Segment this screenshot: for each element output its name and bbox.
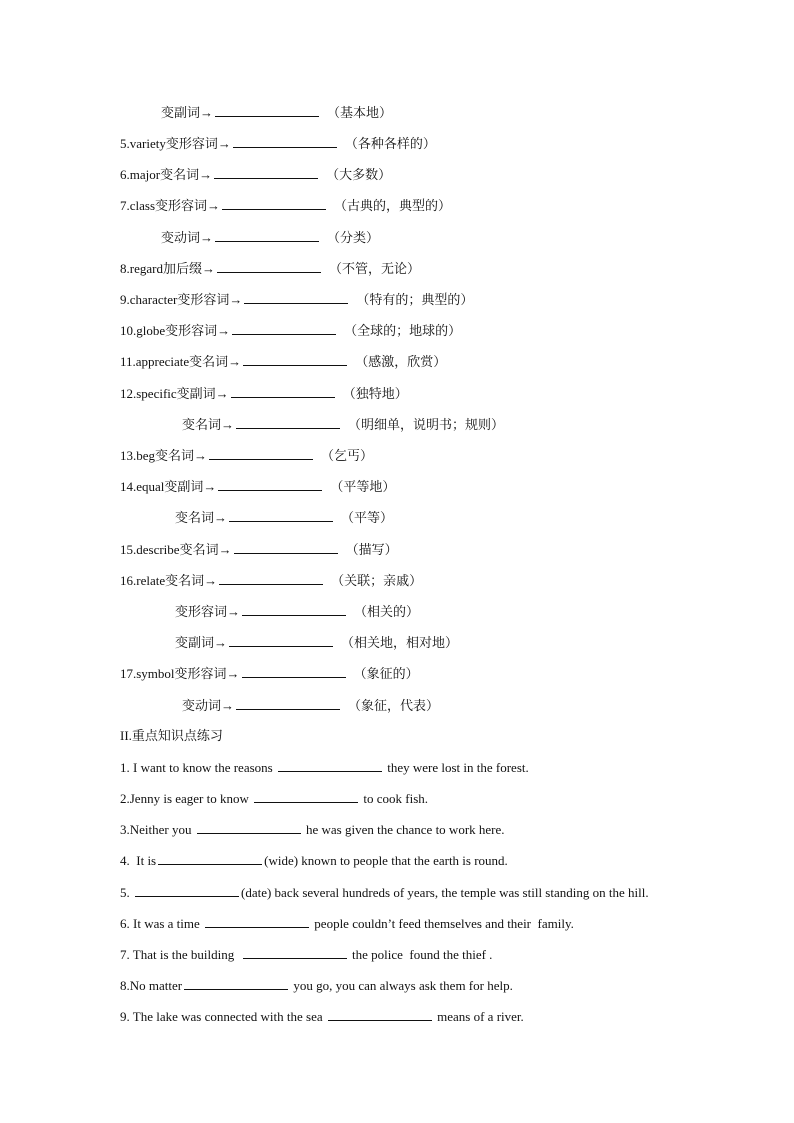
vocab-meaning: （描写） bbox=[345, 542, 398, 557]
vocab-prefix: 11.appreciate bbox=[120, 354, 190, 369]
answer-blank[interactable] bbox=[197, 820, 301, 834]
answer-blank[interactable] bbox=[242, 664, 346, 678]
vocab-label: 变形容词→ bbox=[177, 292, 243, 307]
vocab-line bbox=[120, 134, 436, 153]
answer-blank[interactable] bbox=[184, 976, 288, 990]
answer-blank[interactable] bbox=[243, 352, 347, 366]
vocab-line bbox=[182, 415, 504, 434]
vocab-prefix: 15.describe bbox=[120, 542, 180, 557]
answer-blank[interactable] bbox=[244, 290, 348, 304]
exercise-line bbox=[120, 789, 428, 808]
vocab-label: 变形容词→ bbox=[155, 198, 221, 213]
vocab-line bbox=[120, 290, 473, 309]
answer-blank[interactable] bbox=[278, 758, 382, 772]
vocab-label: 变形容词→ bbox=[175, 604, 241, 619]
answer-blank[interactable] bbox=[217, 259, 321, 273]
vocab-meaning: （平等） bbox=[341, 510, 394, 525]
vocab-label: 变名词→ bbox=[165, 573, 218, 588]
exercise-text-before: 3.Neither you bbox=[120, 822, 195, 837]
vocab-prefix: 12.specific bbox=[120, 386, 177, 401]
vocab-line bbox=[120, 352, 446, 371]
exercise-text-before: 9. The lake was connected with the sea bbox=[120, 1009, 326, 1024]
vocab-meaning: （大多数） bbox=[326, 167, 392, 182]
vocab-meaning: （特有的；典型的） bbox=[356, 292, 474, 307]
exercise-line bbox=[120, 883, 649, 902]
vocab-line bbox=[161, 228, 379, 247]
exercise-text-after: (wide) known to people that the earth is round. bbox=[264, 853, 508, 868]
vocab-line bbox=[175, 633, 458, 652]
answer-blank[interactable] bbox=[233, 134, 337, 148]
vocab-meaning: （感激，欣赏） bbox=[355, 354, 447, 369]
vocab-prefix: 13.beg bbox=[120, 448, 156, 463]
answer-blank[interactable] bbox=[236, 696, 340, 710]
vocab-line bbox=[120, 321, 461, 340]
exercise-text-before: 7. That is the building bbox=[120, 947, 241, 962]
vocab-label: 变形容词→ bbox=[165, 323, 231, 338]
answer-blank[interactable] bbox=[158, 851, 262, 865]
vocab-line bbox=[120, 540, 398, 559]
answer-blank[interactable] bbox=[218, 477, 322, 491]
vocab-label: 变副词→ bbox=[161, 105, 214, 120]
vocab-line bbox=[120, 165, 391, 184]
answer-blank[interactable] bbox=[234, 540, 338, 554]
exercise-text-after: you go, you can always ask them for help. bbox=[290, 978, 513, 993]
vocab-label: 变动词→ bbox=[161, 230, 214, 245]
exercise-text-after: people couldn’t feed themselves and their family. bbox=[311, 916, 574, 931]
exercise-text-before: 6. It was a time bbox=[120, 916, 204, 931]
vocab-label: 变副词→ bbox=[176, 386, 229, 401]
vocab-line bbox=[175, 508, 393, 527]
vocab-prefix: 6.major bbox=[120, 167, 161, 182]
answer-blank[interactable] bbox=[219, 571, 323, 585]
exercise-text-after: the police found the thief . bbox=[348, 947, 493, 962]
vocab-meaning: （古典的，典型的） bbox=[334, 198, 452, 213]
vocab-label: 变副词→ bbox=[175, 635, 228, 650]
vocab-line bbox=[120, 196, 451, 215]
vocab-prefix: 5.variety bbox=[120, 136, 166, 151]
vocab-label: 变名词→ bbox=[182, 417, 235, 432]
exercise-line bbox=[120, 758, 529, 777]
answer-blank[interactable] bbox=[232, 321, 336, 335]
answer-blank[interactable] bbox=[229, 508, 333, 522]
vocab-meaning: （象征的） bbox=[353, 666, 419, 681]
vocab-label: 变名词→ bbox=[189, 354, 242, 369]
answer-blank[interactable] bbox=[215, 228, 319, 242]
vocab-meaning: （基本地） bbox=[327, 105, 393, 120]
exercise-text-before: 2.Jenny is eager to know bbox=[120, 791, 253, 806]
vocab-meaning: （关联；亲戚） bbox=[331, 573, 423, 588]
answer-blank[interactable] bbox=[242, 602, 346, 616]
vocab-line bbox=[120, 446, 373, 465]
exercise-line bbox=[120, 976, 513, 995]
exercise-text-after: means of a river. bbox=[433, 1009, 524, 1024]
vocab-meaning: （相关的） bbox=[354, 604, 420, 619]
answer-blank[interactable] bbox=[214, 165, 318, 179]
vocab-meaning: （全球的；地球的） bbox=[344, 323, 462, 338]
vocab-label: 变形容词→ bbox=[174, 666, 240, 681]
exercise-text-before: 1. I want to know the reasons bbox=[120, 760, 276, 775]
exercise-text-before: 4. It is bbox=[120, 853, 157, 868]
vocab-line bbox=[120, 384, 408, 403]
vocab-line bbox=[120, 664, 419, 683]
vocab-label: 变名词→ bbox=[179, 542, 232, 557]
vocab-label: 变名词→ bbox=[160, 167, 213, 182]
exercise-line bbox=[120, 820, 505, 839]
exercise-text-after: they were lost in the forest. bbox=[383, 760, 529, 775]
exercise-text-after: to cook fish. bbox=[360, 791, 429, 806]
exercise-text-before: 5. bbox=[120, 885, 133, 900]
answer-blank[interactable] bbox=[229, 633, 333, 647]
vocab-meaning: （独特地） bbox=[342, 386, 408, 401]
vocab-meaning: （不管，无论） bbox=[328, 261, 420, 276]
exercise-text-after: (date) back several hundreds of years, the temple was still standing on the hill. bbox=[241, 885, 649, 900]
vocab-prefix: 16.relate bbox=[120, 573, 166, 588]
vocab-prefix: 10.globe bbox=[120, 323, 166, 338]
vocab-line bbox=[120, 571, 422, 590]
answer-blank[interactable] bbox=[215, 103, 319, 117]
answer-blank[interactable] bbox=[135, 883, 239, 897]
answer-blank[interactable] bbox=[231, 384, 335, 398]
vocab-prefix: 8.regard bbox=[120, 261, 163, 276]
vocab-prefix: 17.symbol bbox=[120, 666, 175, 681]
answer-blank[interactable] bbox=[236, 415, 340, 429]
vocab-line bbox=[175, 602, 419, 621]
exercise-line bbox=[120, 914, 574, 933]
vocab-label: 变副词→ bbox=[164, 479, 217, 494]
vocab-meaning: （平等地） bbox=[330, 479, 396, 494]
exercise-line bbox=[120, 851, 508, 870]
exercise-text-after: he was given the chance to work here. bbox=[302, 822, 505, 837]
section-title: II.重点知识点练习 bbox=[120, 728, 223, 743]
answer-blank[interactable] bbox=[243, 945, 347, 959]
answer-blank[interactable] bbox=[254, 789, 358, 803]
vocab-meaning: （相关地，相对地） bbox=[341, 635, 459, 650]
answer-blank[interactable] bbox=[328, 1007, 432, 1021]
vocab-line bbox=[161, 103, 392, 122]
vocab-meaning: （明细单，说明书；规则） bbox=[348, 417, 505, 432]
answer-blank[interactable] bbox=[209, 446, 313, 460]
vocab-prefix: 9.character bbox=[120, 292, 178, 307]
vocab-line bbox=[120, 477, 395, 496]
vocab-meaning: （乞丐） bbox=[321, 448, 374, 463]
vocab-meaning: （各种各样的） bbox=[344, 136, 436, 151]
vocab-label: 变名词→ bbox=[175, 510, 228, 525]
vocab-line bbox=[182, 696, 439, 715]
vocab-prefix: 7.class bbox=[120, 198, 156, 213]
exercise-line bbox=[120, 945, 492, 964]
vocab-label: 变动词→ bbox=[182, 698, 235, 713]
vocab-label: 变名词→ bbox=[155, 448, 208, 463]
vocab-line bbox=[120, 259, 420, 278]
answer-blank[interactable] bbox=[222, 196, 326, 210]
answer-blank[interactable] bbox=[205, 914, 309, 928]
exercise-line bbox=[120, 1007, 524, 1026]
vocab-meaning: （象征，代表） bbox=[348, 698, 440, 713]
vocab-label: 加后缀→ bbox=[162, 261, 215, 276]
exercise-text-before: 8.No matter bbox=[120, 978, 183, 993]
vocab-meaning: （分类） bbox=[327, 230, 380, 245]
vocab-prefix: 14.equal bbox=[120, 479, 165, 494]
vocab-label: 变形容词→ bbox=[165, 136, 231, 151]
